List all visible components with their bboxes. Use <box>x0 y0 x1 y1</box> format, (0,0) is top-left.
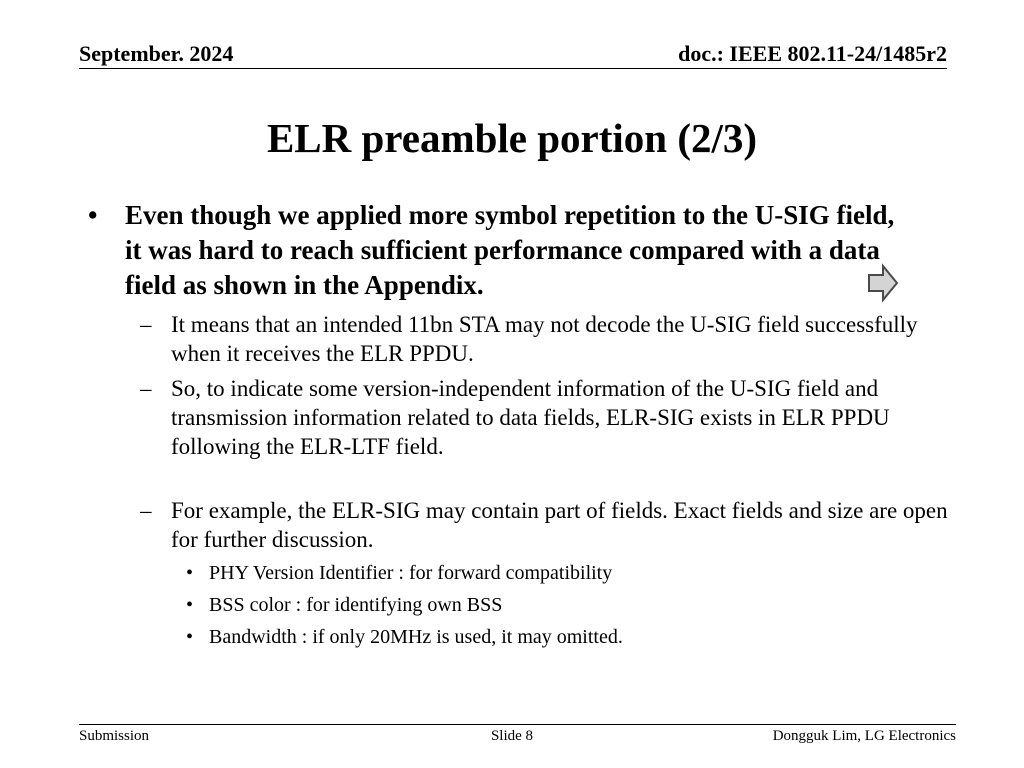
footer-divider <box>79 724 956 725</box>
right-arrow-icon[interactable] <box>866 263 900 303</box>
sub-bullet-1: It means that an intended 11bn STA may not decode the U-SIG field successfully when it receives the ELR PPDU. <box>171 312 918 366</box>
header-doc-id: doc.: IEEE 802.11-24/1485r2 <box>678 41 947 66</box>
dash-marker: – <box>140 376 152 401</box>
sub-sub-bullet-1: PHY Version Identifier : for forward compatibility <box>209 562 613 584</box>
footer-author: Dongguk Lim, LG Electronics <box>772 728 956 744</box>
bullet-marker: • <box>186 562 194 584</box>
footer-slide-number: Slide 8 <box>490 728 534 744</box>
sub-bullet-3: For example, the ELR-SIG may contain part of fields. Exact fields and size are open for further discussion. <box>171 498 948 552</box>
sub-sub-bullet-2: BSS color : for identifying own BSS <box>209 594 503 616</box>
header-divider <box>79 68 947 69</box>
slide-title: ELR preamble portion (2/3) <box>266 115 758 161</box>
footer-submission: Submission <box>79 728 150 744</box>
bullet-marker: • <box>88 200 98 230</box>
dash-marker: – <box>140 312 152 337</box>
bullet-marker: • <box>186 594 194 616</box>
sub-bullet-2: So, to indicate some version-independent information of the U-SIG field and transmission information related to data fields, ELR-SIG exists in ELR PPDU following the ELR-LTF field. <box>171 376 890 459</box>
bullet-marker: • <box>186 626 194 648</box>
dash-marker: – <box>140 498 152 523</box>
header-date: September. 2024 <box>79 41 234 66</box>
sub-sub-bullet-3: Bandwidth : if only 20MHz is used, it may omitted. <box>209 626 623 648</box>
main-bullet-text: Even though we applied more symbol repetition to the U-SIG field, it was hard to reach sufficient performance compared with a data field as shown in the Appendix. <box>125 200 895 300</box>
